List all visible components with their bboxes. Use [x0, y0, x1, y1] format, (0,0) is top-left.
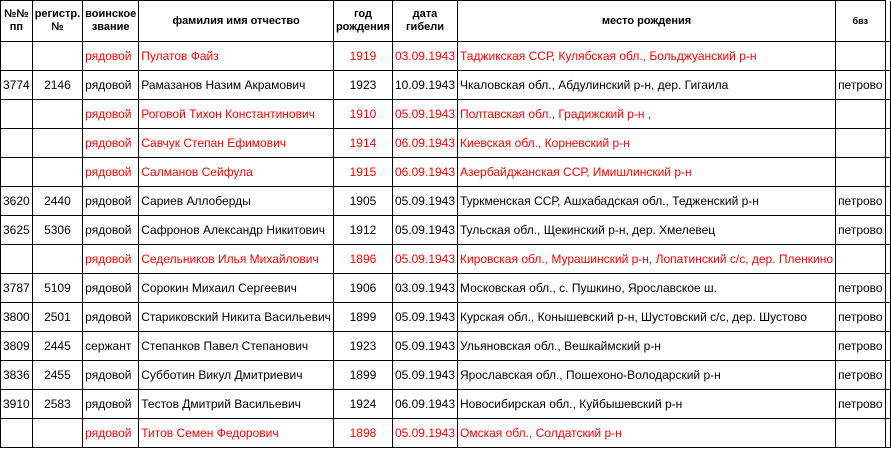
- cell-bvz: [836, 419, 886, 448]
- cell-death: 10.09.1943: [392, 71, 457, 100]
- cell-empty: [885, 419, 890, 448]
- cell-name: Сариев Аллоберды: [139, 187, 334, 216]
- cell-place: Ульяновская обл., Вешкаймский р-н: [458, 332, 836, 361]
- cell-rank: рядовой: [83, 245, 139, 274]
- cell-empty: [885, 158, 890, 187]
- cell-year: 1912: [333, 216, 392, 245]
- cell-rank: рядовой: [83, 361, 139, 390]
- cell-bvz: [836, 158, 886, 187]
- cell-bvz: [836, 42, 886, 71]
- cell-num: 3787: [1, 274, 33, 303]
- cell-reg: [32, 245, 82, 274]
- cell-year: 1923: [333, 332, 392, 361]
- cell-year: 1923: [333, 71, 392, 100]
- cell-num: 3910: [1, 390, 33, 419]
- cell-death: 06.09.1943: [392, 390, 457, 419]
- cell-reg: 2146: [32, 71, 82, 100]
- cell-rank: рядовой: [83, 390, 139, 419]
- cell-empty: [885, 129, 890, 158]
- cell-rank: рядовой: [83, 158, 139, 187]
- cell-name: Салманов Сейфула: [139, 158, 334, 187]
- cell-name: Титов Семен Федорович: [139, 419, 334, 448]
- cell-death: 05.09.1943: [392, 216, 457, 245]
- cell-death: 06.09.1943: [392, 129, 457, 158]
- cell-bvz: [836, 100, 886, 129]
- cell-empty: [885, 361, 890, 390]
- cell-year: 1924: [333, 390, 392, 419]
- cell-name: Тестов Дмитрий Васильевич: [139, 390, 334, 419]
- cell-bvz: петрово: [836, 332, 886, 361]
- cell-empty: [885, 274, 890, 303]
- cell-year: 1910: [333, 100, 392, 129]
- cell-num: 3774: [1, 71, 33, 100]
- table-row[interactable]: [1, 332, 891, 361]
- header-place: место рождения: [458, 1, 836, 42]
- table-row[interactable]: [1, 274, 891, 303]
- cell-empty: [885, 71, 890, 100]
- table-row[interactable]: [1, 419, 891, 448]
- cell-year: 1914: [333, 129, 392, 158]
- table-row[interactable]: [1, 158, 891, 187]
- cell-num: [1, 42, 33, 71]
- cell-death: 03.09.1943: [392, 274, 457, 303]
- header-death: дата гибели: [392, 1, 457, 42]
- cell-year: 1899: [333, 361, 392, 390]
- cell-num: [1, 245, 33, 274]
- header-num: №№ пп: [1, 1, 33, 42]
- cell-bvz: петрово: [836, 71, 886, 100]
- cell-reg: [32, 100, 82, 129]
- cell-reg: [32, 42, 82, 71]
- cell-num: 3809: [1, 332, 33, 361]
- cell-empty: [885, 245, 890, 274]
- cell-num: 3620: [1, 187, 33, 216]
- cell-reg: 2583: [32, 390, 82, 419]
- cell-rank: сержант: [83, 332, 139, 361]
- cell-num: [1, 100, 33, 129]
- cell-bvz: петрово: [836, 303, 886, 332]
- table-row[interactable]: [1, 303, 891, 332]
- cell-rank: рядовой: [83, 129, 139, 158]
- table-row[interactable]: [1, 245, 891, 274]
- cell-name: Степанков Павел Степанович: [139, 332, 334, 361]
- cell-death: 05.09.1943: [392, 245, 457, 274]
- cell-reg: [32, 419, 82, 448]
- cell-place: Таджикская ССР, Кулябская обл., Больджуанский р-н: [458, 42, 836, 71]
- header-year: год рождения: [333, 1, 392, 42]
- cell-name: Сорокин Михаил Сергеевич: [139, 274, 334, 303]
- cell-place: Ярославская обл., Пошехоно-Володарский р-н: [458, 361, 836, 390]
- cell-num: 3836: [1, 361, 33, 390]
- header-name: фамилия имя отчество: [139, 1, 334, 42]
- header-empty: [885, 1, 890, 42]
- cell-empty: [885, 390, 890, 419]
- cell-reg: [32, 129, 82, 158]
- cell-death: 05.09.1943: [392, 187, 457, 216]
- cell-reg: 2440: [32, 187, 82, 216]
- cell-bvz: [836, 129, 886, 158]
- table-row[interactable]: [1, 187, 891, 216]
- table-row[interactable]: [1, 42, 891, 71]
- cell-place: Тульская обл., Щекинский р-н, дер. Хмелевец: [458, 216, 836, 245]
- cell-bvz: петрово: [836, 361, 886, 390]
- cell-place: Курская обл., Конышевский р-н, Шустовский с/с, дер. Шустово: [458, 303, 836, 332]
- cell-place: Туркменская ССР, Ашхабадская обл., Теджeнский р-н: [458, 187, 836, 216]
- table-body: [1, 42, 891, 448]
- cell-place: Полтавская обл., Градижский р-н ,: [458, 100, 836, 129]
- cell-empty: [885, 332, 890, 361]
- cell-place: Азербайджанская ССР, Имишлинский р-н: [458, 158, 836, 187]
- cell-empty: [885, 216, 890, 245]
- cell-rank: рядовой: [83, 42, 139, 71]
- cell-death: 06.09.1943: [392, 158, 457, 187]
- cell-name: Роговой Тихон Константинович: [139, 100, 334, 129]
- cell-place: Киевская обл., Корневский р-н: [458, 129, 836, 158]
- cell-death: 05.09.1943: [392, 419, 457, 448]
- cell-rank: рядовой: [83, 303, 139, 332]
- cell-name: Савчук Степан Ефимович: [139, 129, 334, 158]
- cell-year: 1905: [333, 187, 392, 216]
- cell-death: 05.09.1943: [392, 100, 457, 129]
- table-row[interactable]: [1, 100, 891, 129]
- cell-place: Омская обл., Солдатский р-н: [458, 419, 836, 448]
- cell-bvz: [836, 245, 886, 274]
- cell-year: 1896: [333, 245, 392, 274]
- header-row: [1, 1, 891, 42]
- cell-year: 1898: [333, 419, 392, 448]
- cell-place: Кировская обл., Мурашинский р-н, Лопатинский с/с, дер. Пленкино: [458, 245, 836, 274]
- cell-num: 3625: [1, 216, 33, 245]
- cell-name: Субботин Викул Дмитриевич: [139, 361, 334, 390]
- cell-name: Сафронов Александр Никитович: [139, 216, 334, 245]
- table-row[interactable]: [1, 71, 891, 100]
- table-row[interactable]: [1, 390, 891, 419]
- cell-num: [1, 158, 33, 187]
- cell-reg: 2501: [32, 303, 82, 332]
- table-row[interactable]: [1, 216, 891, 245]
- cell-reg: 2445: [32, 332, 82, 361]
- cell-bvz: петрово: [836, 274, 886, 303]
- cell-reg: 5109: [32, 274, 82, 303]
- cell-year: 1906: [333, 274, 392, 303]
- cell-name: Стариковский Никита Васильевич: [139, 303, 334, 332]
- cell-rank: рядовой: [83, 216, 139, 245]
- cell-bvz: петрово: [836, 187, 886, 216]
- header-bvz: бвз: [836, 1, 886, 42]
- cell-name: Рамазанов Назим Акрамович: [139, 71, 334, 100]
- header-reg: регистр. №: [32, 1, 82, 42]
- cell-place: Московская обл., с. Пушкино, Ярославское ш.: [458, 274, 836, 303]
- cell-num: [1, 419, 33, 448]
- cell-name: Седельников Илья Михайлович: [139, 245, 334, 274]
- cell-death: 05.09.1943: [392, 361, 457, 390]
- cell-rank: рядовой: [83, 274, 139, 303]
- cell-rank: рядовой: [83, 419, 139, 448]
- cell-empty: [885, 187, 890, 216]
- cell-empty: [885, 42, 890, 71]
- cell-rank: рядовой: [83, 187, 139, 216]
- cell-year: 1915: [333, 158, 392, 187]
- cell-rank: рядовой: [83, 100, 139, 129]
- table-row[interactable]: [1, 129, 891, 158]
- cell-year: 1899: [333, 303, 392, 332]
- cell-bvz: петрово: [836, 216, 886, 245]
- cell-reg: [32, 158, 82, 187]
- header-rank: воинское звание: [83, 1, 139, 42]
- cell-bvz: петрово: [836, 390, 886, 419]
- cell-death: 03.09.1943: [392, 42, 457, 71]
- cell-empty: [885, 100, 890, 129]
- cell-place: Чкаловская обл., Абдулинский р-н, дер. Гигаила: [458, 71, 836, 100]
- cell-num: [1, 129, 33, 158]
- table-row[interactable]: [1, 361, 891, 390]
- cell-death: 05.09.1943: [392, 332, 457, 361]
- cell-empty: [885, 303, 890, 332]
- cell-num: 3800: [1, 303, 33, 332]
- cell-year: 1919: [333, 42, 392, 71]
- cell-rank: рядовой: [83, 71, 139, 100]
- cell-place: Новосибирская обл., Куйбышевский р-н: [458, 390, 836, 419]
- cell-death: 05.09.1943: [392, 303, 457, 332]
- cell-reg: 5306: [32, 216, 82, 245]
- cell-reg: 2455: [32, 361, 82, 390]
- cell-name: Пулатов Файз: [139, 42, 334, 71]
